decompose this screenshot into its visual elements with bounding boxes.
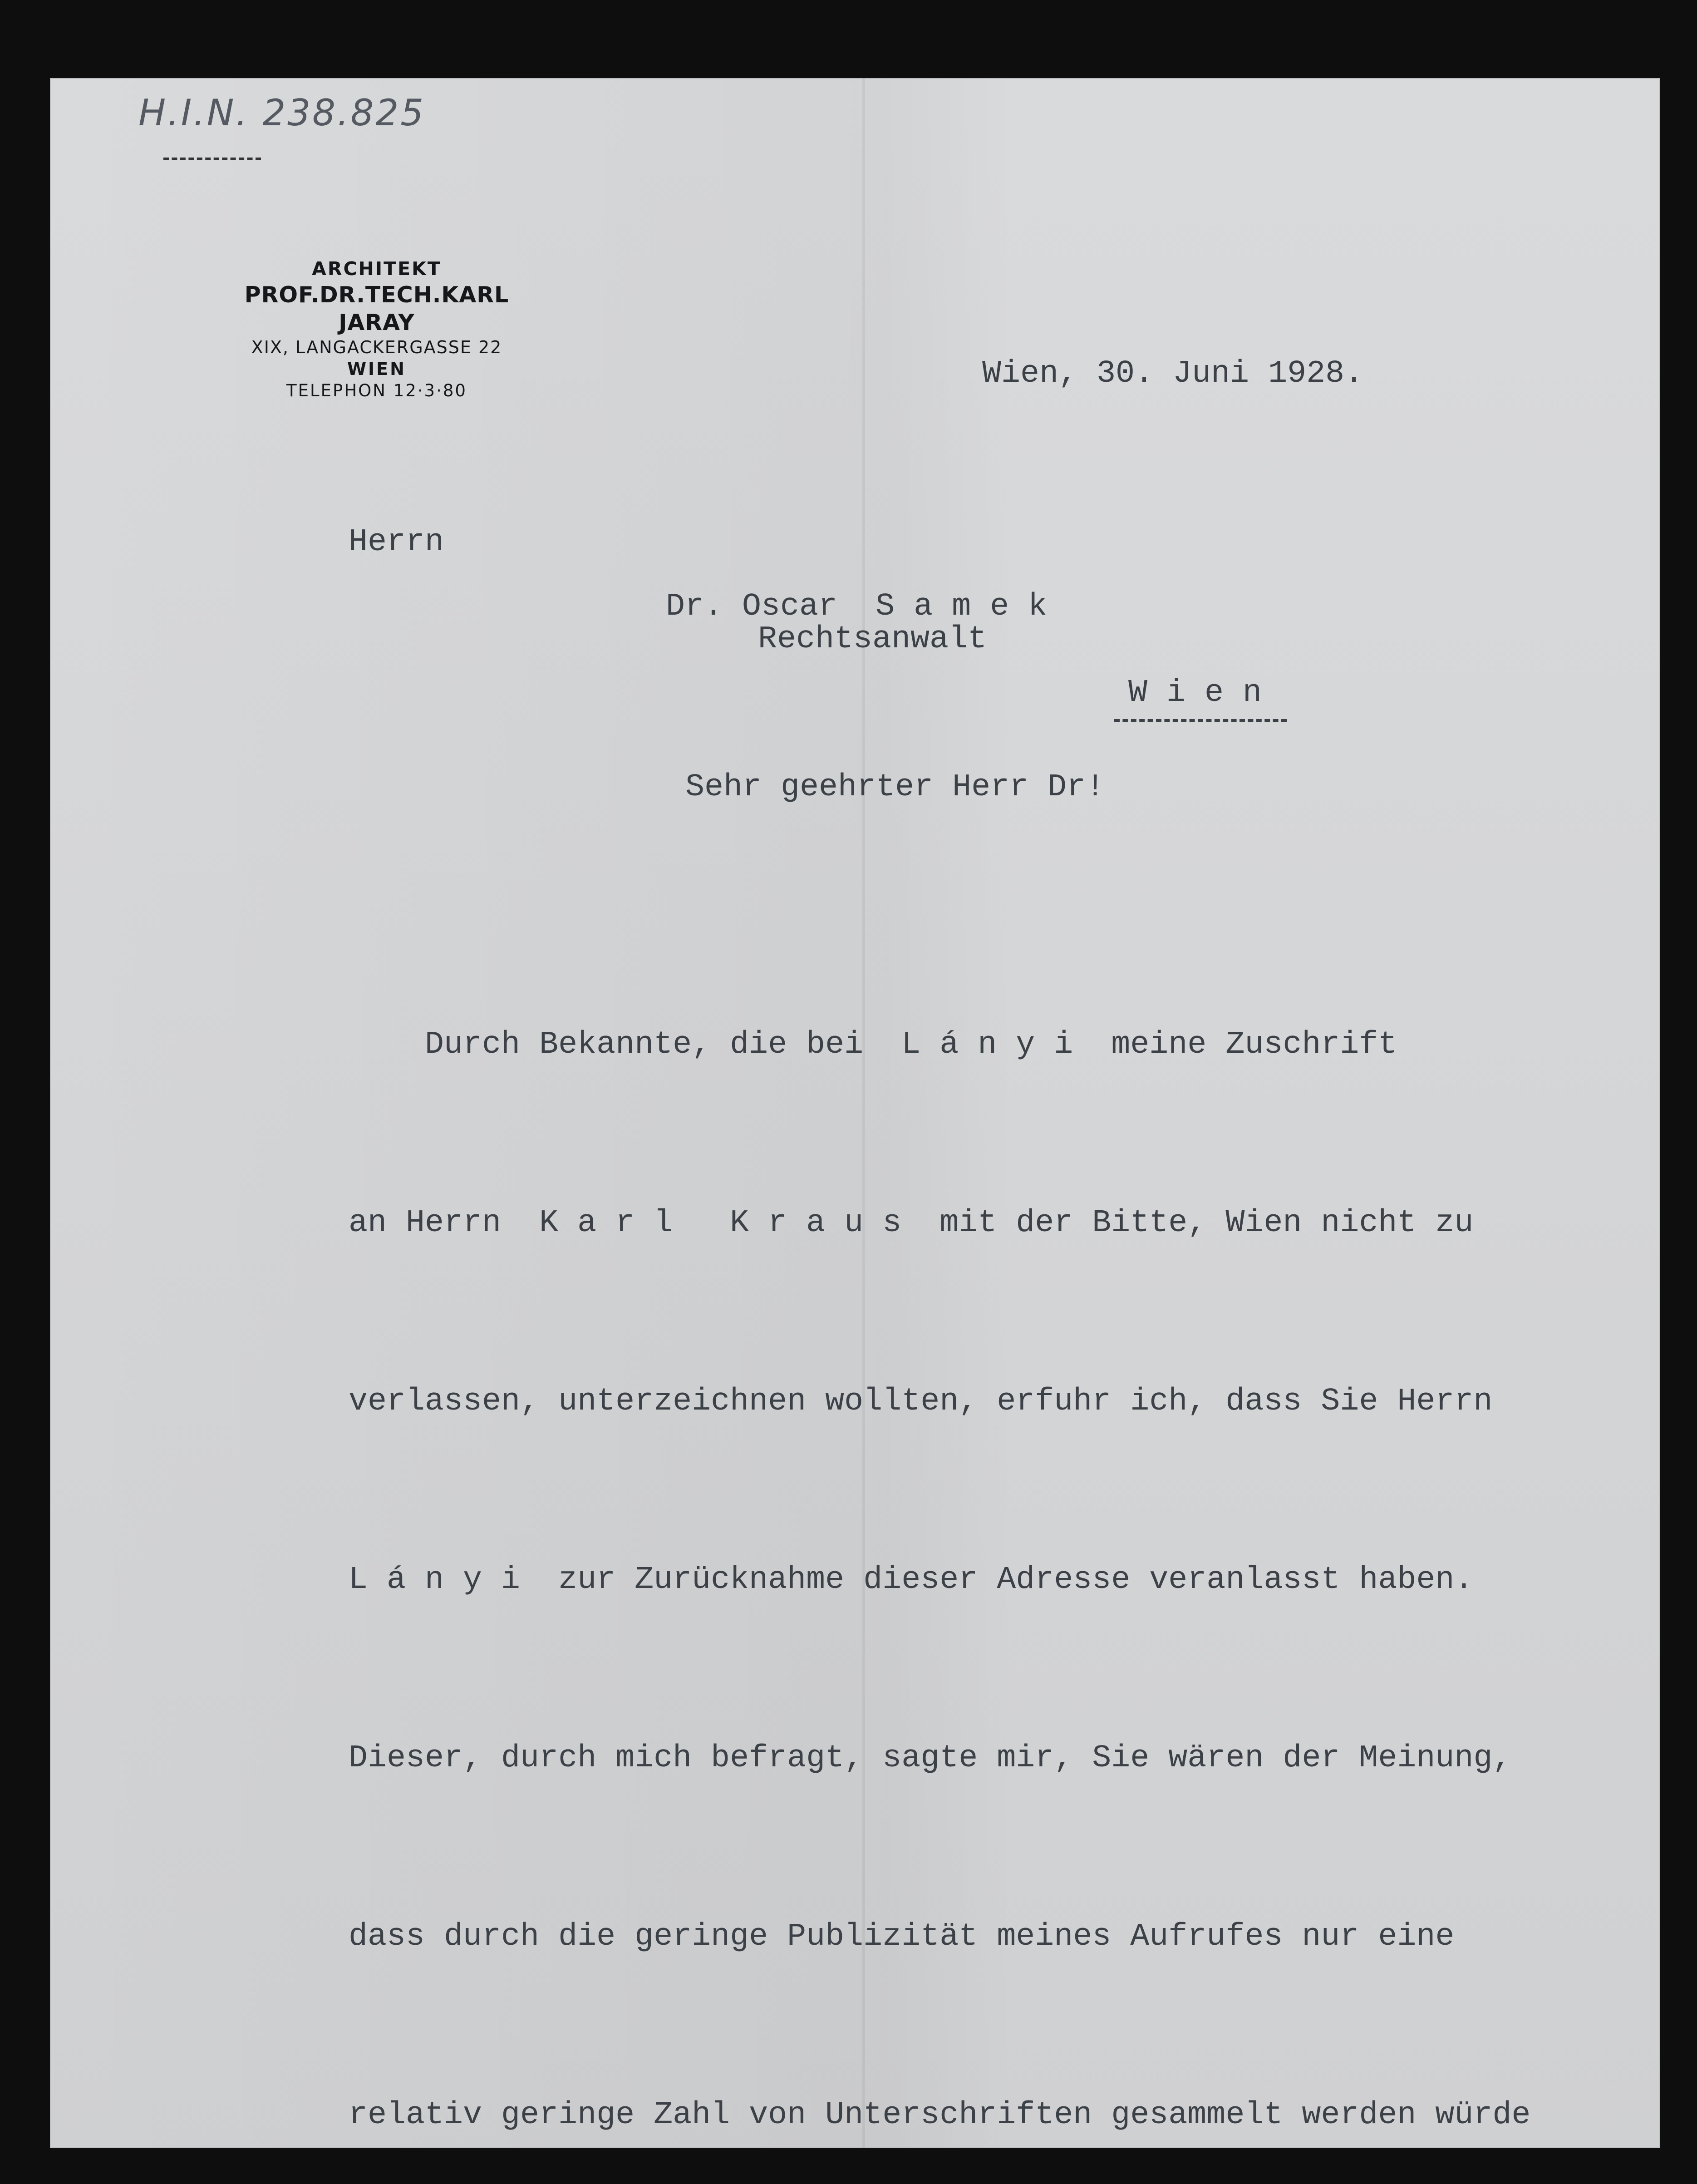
body-line: L á n y i zur Zurücknahme dieser Adresse veranlasst haben.	[349, 1562, 1474, 1598]
letterhead-role: ARCHITEKT	[312, 258, 442, 280]
body-line: relativ geringe Zahl von Unterschriften gesammelt werden würde	[349, 2097, 1531, 2133]
archive-number: H.I.N. 238.825	[138, 92, 426, 134]
body-line: dass durch die geringe Publizität meines Aufrufes nur eine	[349, 1919, 1455, 1955]
recipient-city-underline	[1114, 719, 1287, 722]
letter-body	[349, 896, 1530, 2184]
letter-page	[50, 78, 1660, 2148]
recipient-title: Rechtsanwalt	[758, 621, 987, 657]
body-line: Durch Bekannte, die bei L á n y i meine Zuschrift	[349, 1027, 1397, 1063]
letterhead-phone: TELEPHON 12·3·80	[286, 380, 467, 400]
recipient-name: Dr. Oscar S a m e k	[666, 589, 1048, 625]
archive-number-underline	[163, 158, 261, 160]
greeting: Sehr geehrter Herr Dr!	[685, 769, 1105, 805]
body-line: Dieser, durch mich befragt, sagte mir, Sie wären der Meinung,	[349, 1740, 1512, 1776]
recipient-city: W i e n	[1128, 675, 1262, 711]
body-line: verlassen, unterzeichnen wollten, erfuhr ich, dass Sie Herrn	[349, 1384, 1493, 1420]
letterhead-name: PROF.DR.TECH.KARL JARAY	[244, 281, 509, 336]
letterhead	[222, 257, 531, 401]
body-line: an Herrn K a r l K r a u s mit der Bitte, Wien nicht zu	[349, 1205, 1474, 1241]
letter-date: Wien, 30. Juni 1928.	[982, 356, 1364, 392]
letterhead-address: XIX, LANGACKERGASSE 22	[251, 337, 502, 358]
recipient-salutation: Herrn	[349, 524, 444, 560]
letterhead-city: WIEN	[347, 359, 406, 379]
